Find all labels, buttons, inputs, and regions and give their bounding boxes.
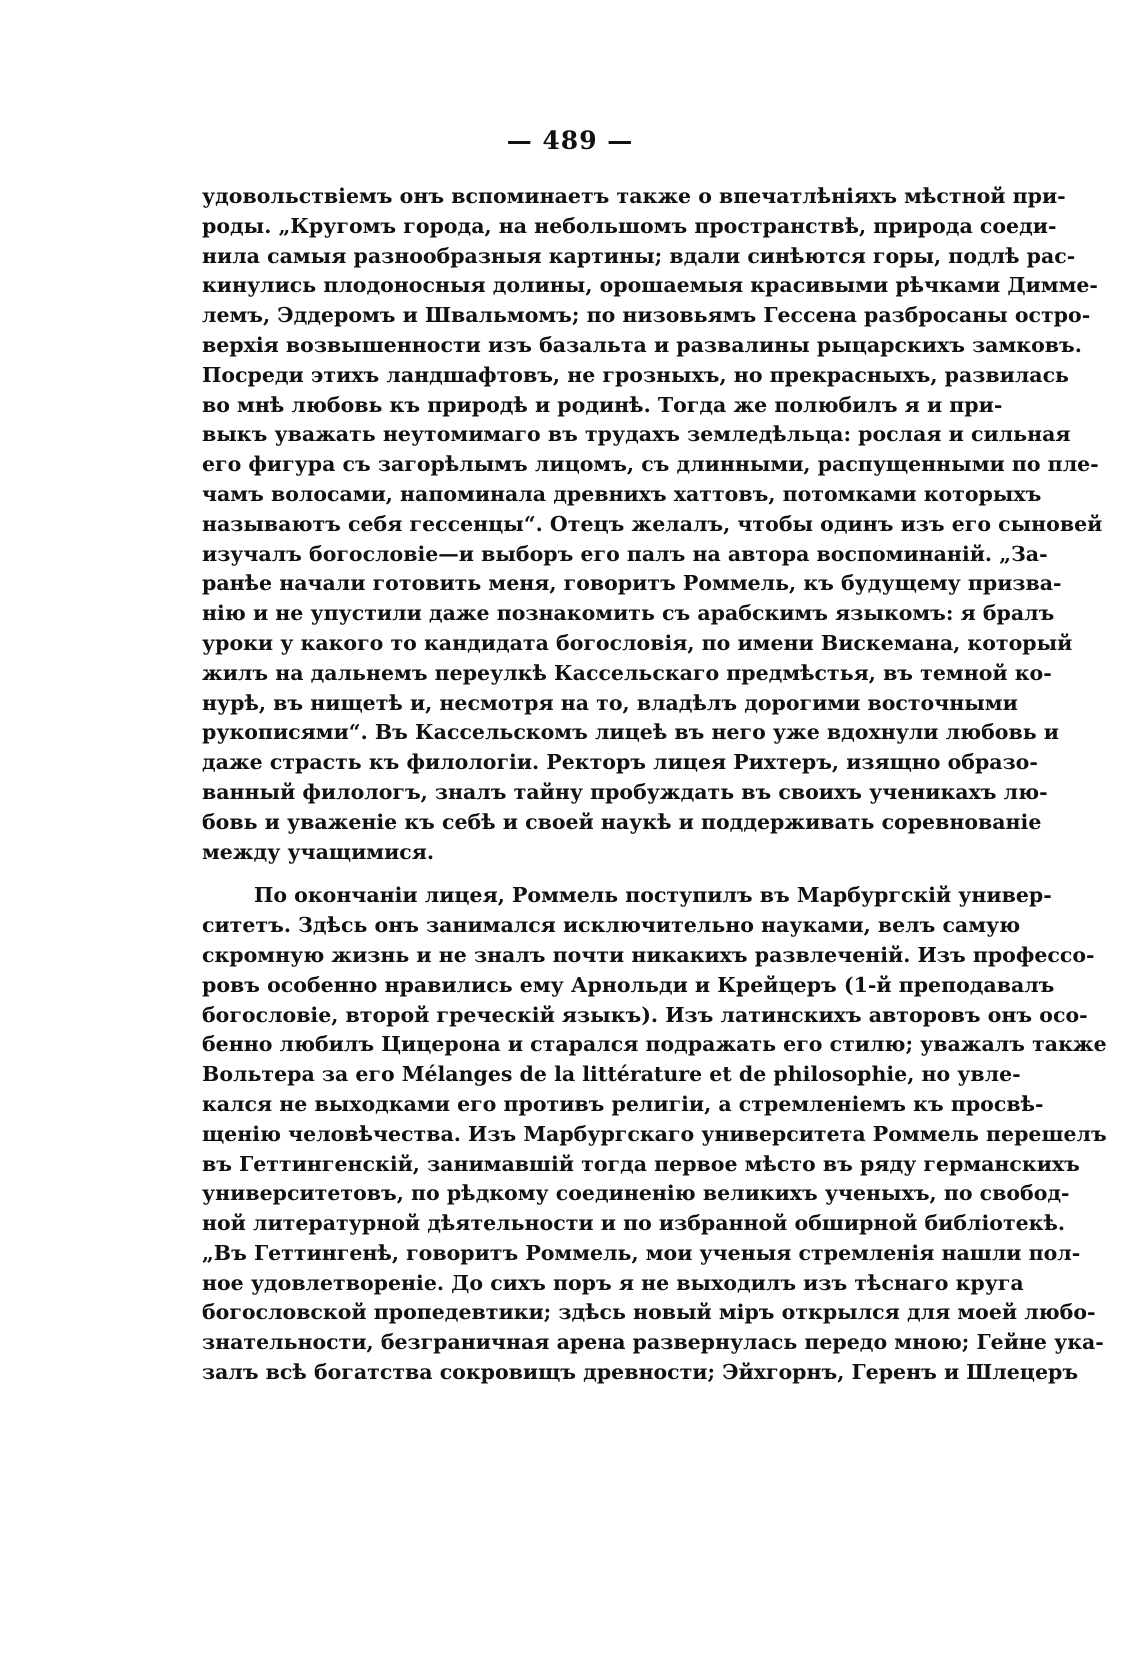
text-line: между учащимися. bbox=[202, 839, 435, 864]
text-line: нила самыя разнообразныя картины; вдали синѣются горы, подлѣ рас- bbox=[202, 243, 1076, 268]
text-line: университетовъ, по рѣдкому соединенію великихъ ученыхъ, по свобод- bbox=[202, 1181, 1070, 1206]
text-line: нію и не упустили даже познакомить съ арабскимъ языкомъ: я бралъ bbox=[202, 601, 1055, 626]
text-line: Посреди этихъ ландшафтовъ, не грозныхъ, но прекрасныхъ, развилась bbox=[202, 362, 1069, 387]
text-line: въ Геттингенскій, занимавшій тогда первое мѣсто въ ряду германскихъ bbox=[202, 1151, 1080, 1176]
paragraph-gap bbox=[202, 867, 912, 881]
text-line: рукописями“. Въ Кассельскомъ лицеѣ въ него уже вдохнули любовь и bbox=[202, 720, 1059, 745]
text-line: ранѣе начали готовить меня, говоритъ Роммель, къ будущему призва- bbox=[202, 571, 1062, 596]
text-line: По окончаніи лицея, Роммель поступилъ въ Марбургскій универ- bbox=[254, 883, 1052, 908]
paragraph bbox=[202, 881, 1107, 1388]
text-line: ровъ особенно нравились ему Арнольди и Крейцеръ (1-й преподавалъ bbox=[202, 972, 1055, 997]
text-line: чамъ волосами, напоминала древнихъ хаттовъ, потомками которыхъ bbox=[202, 481, 1042, 506]
text-line: его фигура съ загорѣлымъ лицомъ, съ длинными, распущенными по пле- bbox=[202, 452, 1099, 477]
text-line: даже страсть къ филологіи. Ректоръ лицея Рихтеръ, изящно образо- bbox=[202, 750, 1038, 775]
text-line: удовольствіемъ онъ вспоминаетъ также о впечатлѣніяхъ мѣстной при- bbox=[202, 184, 1066, 208]
text-line: верхія возвышенности изъ базальта и развалины рыцарскихъ замковъ. bbox=[202, 332, 1082, 357]
page-number: — 489 — bbox=[506, 126, 634, 155]
text-line: „Въ Геттингенѣ, говоритъ Роммель, мои ученыя стремленія нашли пол- bbox=[202, 1240, 1081, 1265]
text-line: залъ всѣ богатства сокровищъ древности; Эйхгорнъ, Геренъ и Шлецеръ bbox=[202, 1360, 1079, 1385]
text-line: роды. „Кругомъ города, на небольшомъ пространствѣ, природа соеди- bbox=[202, 213, 1057, 238]
text-line: кинулись плодоносныя долины, орошаемыя красивыми рѣчками Диммe- bbox=[202, 273, 1098, 298]
text-line: лемъ, Эддеромъ и Швальмомъ; по низовьямъ Гессена разбросаны остро- bbox=[202, 303, 1091, 328]
text-line: бенно любилъ Цицерона и старался подражать его стилю; уважалъ также bbox=[202, 1032, 1107, 1057]
text-line: ное удовлетвореніе. До сихъ поръ я не выходилъ изъ тѣснаго круга bbox=[202, 1270, 1024, 1295]
text-line: ванный филологъ, зналъ тайну пробуждать въ своихъ ученикахъ лю- bbox=[202, 779, 1048, 804]
text-line: во мнѣ любовь къ природѣ и родинѣ. Тогда же полюбилъ я и при- bbox=[202, 392, 1003, 417]
text-line: богословіе, второй греческій языкъ). Изъ латинскихъ авторовъ онъ осо- bbox=[202, 1002, 1088, 1027]
text-line: щенію человѣчества. Изъ Марбургскаго университета Роммель перешелъ bbox=[202, 1121, 1107, 1146]
text-line: выкъ уважать неутомимаго въ трудахъ земледѣльца: рослая и сильная bbox=[202, 422, 1071, 447]
text-line: ной литературной дѣятельности и по избранной обширной библіотекѣ. bbox=[202, 1211, 1066, 1236]
text-line: знательности, безграничная арена развернулась передо мною; Гейне ука- bbox=[202, 1330, 1104, 1355]
paragraph bbox=[202, 182, 1103, 867]
text-line: уроки у какого то кандидата богословія, по имени Вискемана, который bbox=[202, 630, 1073, 655]
text-line: богословской пропедевтики; здѣсь новый міръ открылся для моей любо- bbox=[202, 1300, 1096, 1325]
body-text bbox=[202, 182, 1107, 1388]
text-line: изучалъ богословіе—и выборъ его палъ на автора воспоминаній. „За- bbox=[202, 541, 1048, 566]
text-line: нурѣ, въ нищетѣ и, несмотря на то, владѣлъ дорогими восточными bbox=[202, 690, 1018, 715]
text-line: скромную жизнь и не зналъ почти никакихъ развлеченій. Изъ профессо- bbox=[202, 942, 1095, 967]
text-line: называютъ себя гессенцы“. Отецъ желалъ, чтобы одинъ изъ его сыновей bbox=[202, 511, 1103, 536]
text-line: Вольтера за его Mélanges de la littérature et de philosophie, но увле- bbox=[202, 1062, 1021, 1087]
text-line: жилъ на дальнемъ переулкѣ Кассельскаго предмѣстья, въ темной ко- bbox=[202, 660, 1052, 685]
text-line: ситетъ. Здѣсь онъ занимался исключительно науками, велъ самую bbox=[202, 913, 1021, 938]
text-line: бовь и уваженіе къ себѣ и своей наукѣ и поддерживать соревнованіе bbox=[202, 809, 1042, 834]
text-line: кался не выходками его противъ религіи, а стремленіемъ къ просвѣ- bbox=[202, 1091, 1044, 1116]
